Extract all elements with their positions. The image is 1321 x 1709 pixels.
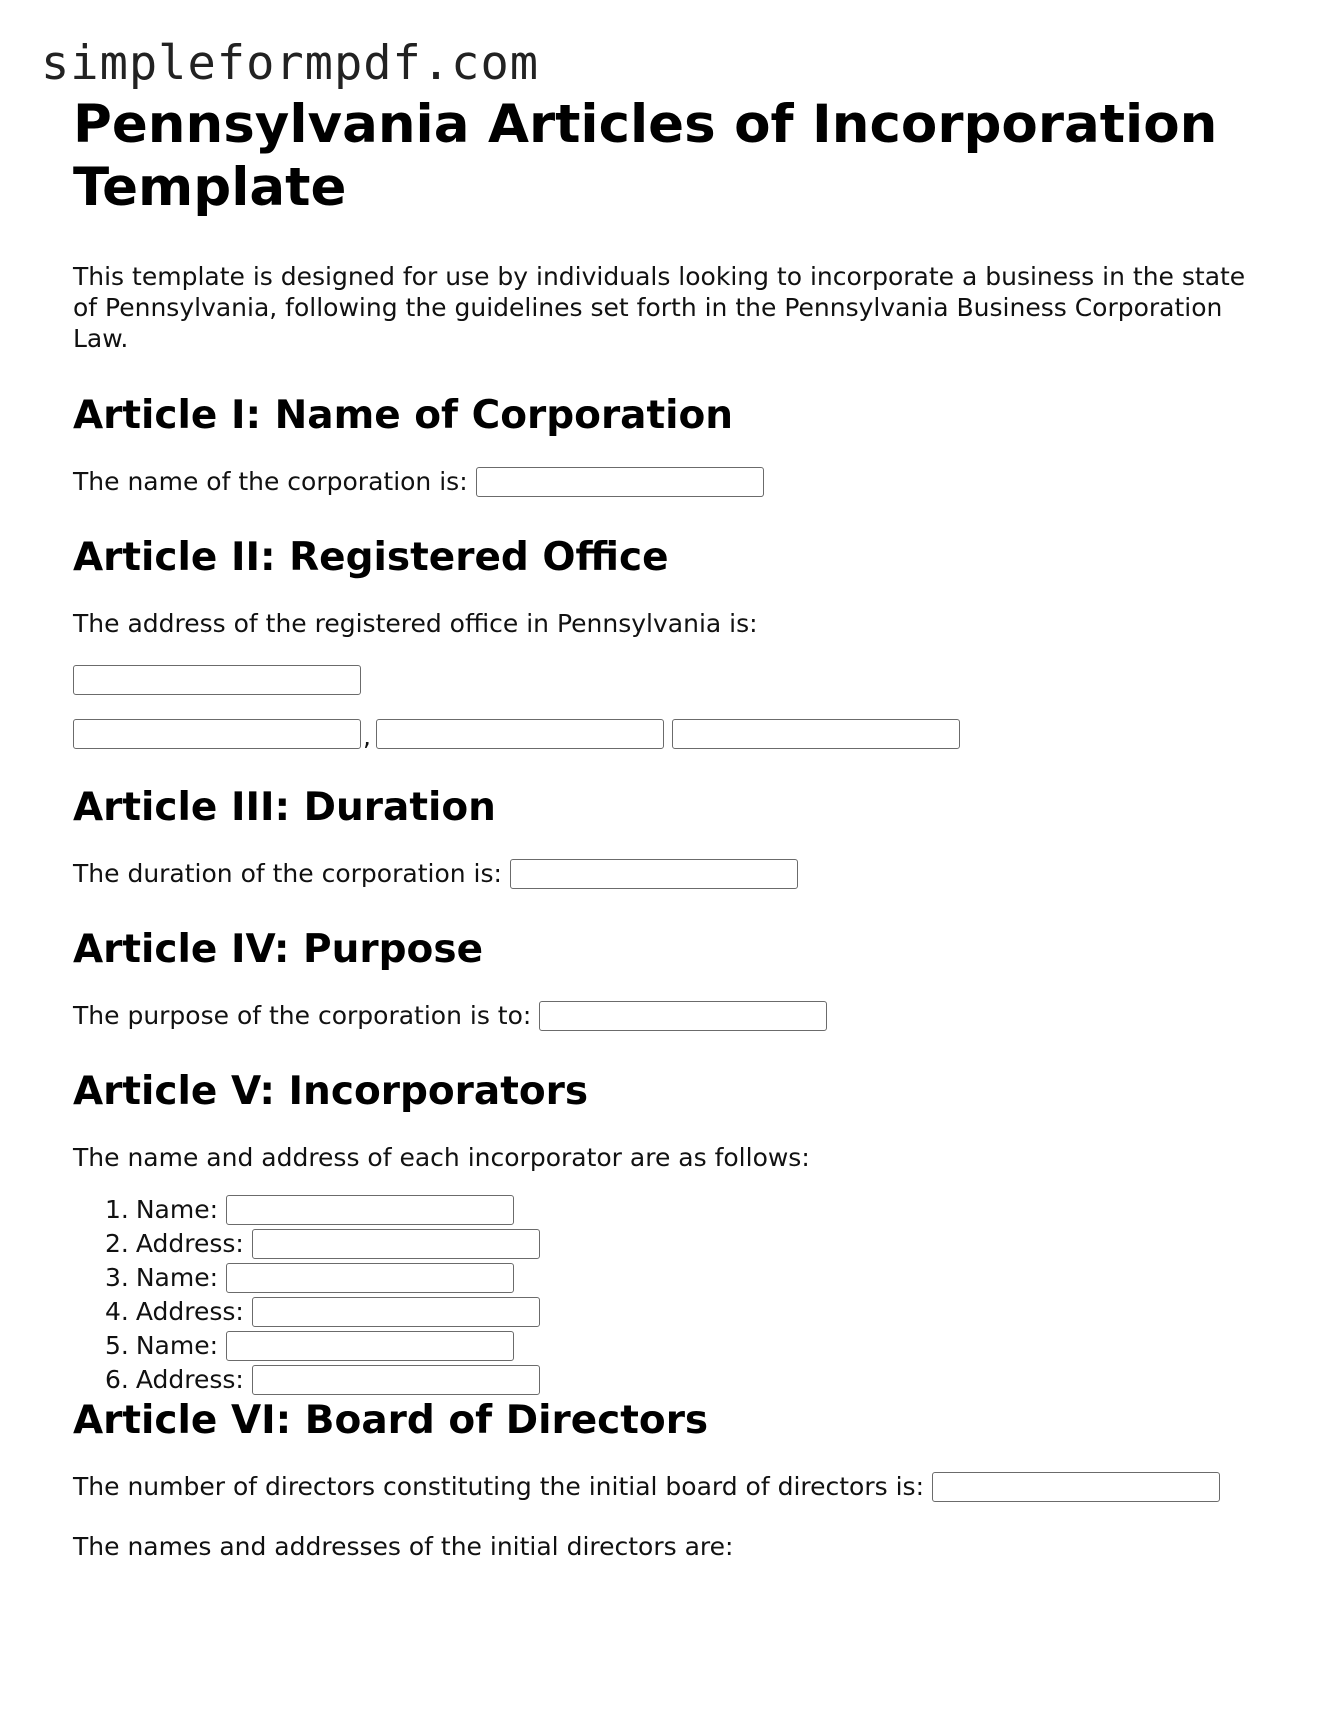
director-count-label: The number of directors constituting the initial board of directors is: <box>73 1472 925 1501</box>
purpose-label: The purpose of the corporation is to: <box>73 1001 532 1030</box>
article-3-row <box>73 857 1253 891</box>
document-page <box>73 93 1253 1564</box>
corporation-name-field[interactable] <box>476 467 764 497</box>
directors-names-label: The names and addresses of the initial directors are: <box>73 1532 734 1561</box>
list-number: 6. <box>105 1365 129 1394</box>
incorporator-address-label: Address: <box>135 1297 244 1326</box>
duration-field[interactable] <box>510 859 798 889</box>
article-6-heading: Article VI: Board of Directors <box>73 1398 709 1443</box>
list-number: 3. <box>105 1263 129 1292</box>
list-item <box>105 1329 1253 1363</box>
street-row <box>73 665 1253 695</box>
intro-paragraph: This template is designed for use by individuals looking to incorporate a business in the state of Pennsylvania, following the guidelines set forth in the Pennsylvania Business Corporation Law. <box>73 262 1246 353</box>
article-1-row <box>73 465 1253 499</box>
list-item <box>105 1227 1253 1261</box>
zip-field[interactable] <box>672 719 960 749</box>
director-count-field[interactable] <box>932 1472 1220 1502</box>
article-3-heading: Article III: Duration <box>73 785 496 830</box>
incorporator-name-label: Name: <box>135 1263 219 1292</box>
list-number: 4. <box>105 1297 129 1326</box>
incorporator-3-address-field[interactable] <box>252 1365 540 1395</box>
state-field[interactable] <box>376 719 664 749</box>
article-5-heading: Article V: Incorporators <box>73 1069 589 1114</box>
watermark: simpleformpdf.com <box>41 36 540 91</box>
article-2-heading: Article II: Registered Office <box>73 535 669 580</box>
duration-label: The duration of the corporation is: <box>73 859 502 888</box>
list-item <box>105 1363 1253 1397</box>
incorporators-label: The name and address of each incorporator are as follows: <box>73 1143 810 1172</box>
list-number: 5. <box>105 1331 129 1360</box>
directors-names-row <box>73 1530 1253 1564</box>
incorporator-address-label: Address: <box>135 1229 244 1258</box>
article-4-row <box>73 999 1253 1033</box>
incorporator-2-address-field[interactable] <box>252 1297 540 1327</box>
list-item <box>105 1261 1253 1295</box>
article-4-heading: Article IV: Purpose <box>73 927 484 972</box>
article-1-heading: Article I: Name of Corporation <box>73 393 734 438</box>
list-number: 1. <box>105 1195 129 1224</box>
incorporator-2-name-field[interactable] <box>226 1263 514 1293</box>
incorporators-list <box>73 1193 1253 1397</box>
street-address-field[interactable] <box>73 665 361 695</box>
list-item <box>105 1295 1253 1329</box>
incorporator-name-label: Name: <box>135 1331 219 1360</box>
corporation-name-label: The name of the corporation is: <box>73 467 468 496</box>
comma-separator: , <box>363 722 371 751</box>
registered-office-label-row <box>73 607 1253 641</box>
incorporators-label-row <box>73 1141 1253 1175</box>
incorporator-3-name-field[interactable] <box>226 1331 514 1361</box>
incorporator-name-label: Name: <box>135 1195 219 1224</box>
incorporator-1-name-field[interactable] <box>226 1195 514 1225</box>
list-item <box>105 1193 1253 1227</box>
incorporator-address-label: Address: <box>135 1365 244 1394</box>
purpose-field[interactable] <box>539 1001 827 1031</box>
registered-office-label: The address of the registered office in Pennsylvania is: <box>73 609 758 638</box>
page-title: Pennsylvania Articles of Incorporation Template <box>73 94 1218 218</box>
director-count-row <box>73 1470 1253 1504</box>
list-number: 2. <box>105 1229 129 1258</box>
city-field[interactable] <box>73 719 361 749</box>
incorporator-1-address-field[interactable] <box>252 1229 540 1259</box>
city-state-zip-row <box>73 719 1253 749</box>
